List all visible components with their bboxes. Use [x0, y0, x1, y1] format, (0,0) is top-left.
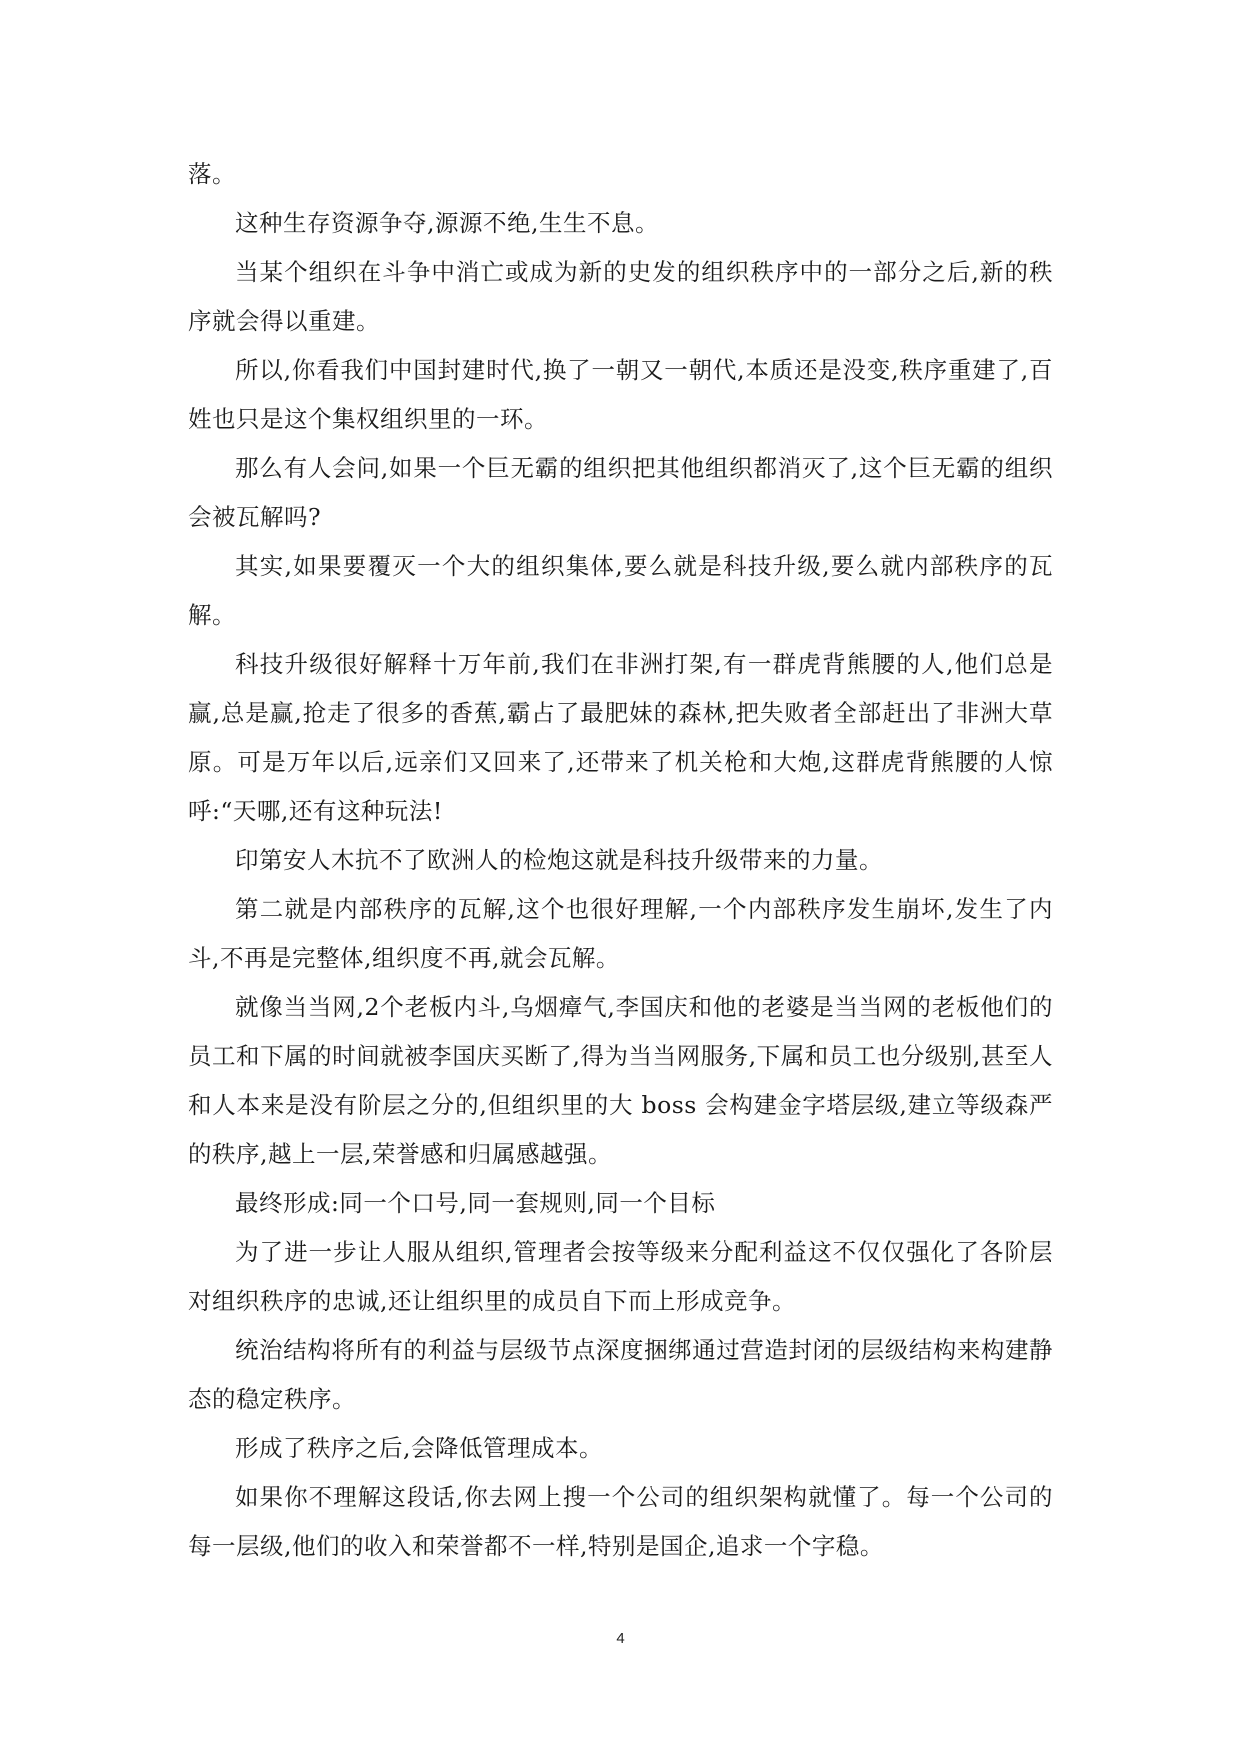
- paragraph: 第二就是内部秩序的瓦解,这个也很好理解,一个内部秩序发生崩坏,发生了内斗,不再是完整体,组织度不再,就会瓦解。: [188, 895, 1053, 972]
- paragraph: 印第安人木抗不了欧洲人的检炮这就是科技升级带来的力量。: [235, 846, 883, 874]
- paragraph: 就像当当网,2个老板内斗,乌烟瘴气,李国庆和他的老婆是当当网的老板他们的员工和下属的时间就被李国庆买断了,得为当当网服务,下属和员工也分级别,甚至人和人本来是没有阶层之分的,但组织里的大 boss 会构建金字塔层级,建立等级森严的秩序,越上一层,荣誉感和归属感越强。: [188, 993, 1053, 1168]
- paragraph: 当某个组织在斗争中消亡或成为新的史发的组织秩序中的一部分之后,新的秩序就会得以重建。: [188, 258, 1053, 335]
- paragraph: 形成了秩序之后,会降低管理成本。: [235, 1434, 603, 1462]
- paragraph: 这种生存资源争夺,源源不绝,生生不息。: [235, 209, 659, 237]
- paragraph: 科技升级很好解释十万年前,我们在非洲打架,有一群虎背熊腰的人,他们总是赢,总是赢,抢走了很多的香蕉,霸占了最肥妹的森林,把失败者全部赶出了非洲大草原。可是万年以后,远亲们又回来了,还带来了机关枪和大炮,这群虎背熊腰的人惊呼:“天哪,还有这种玩法!: [188, 650, 1053, 825]
- paragraph: 最终形成:同一个口号,同一套规则,同一个目标: [235, 1189, 716, 1217]
- paragraph: 如果你不理解这段话,你去网上搜一个公司的组织架构就懂了。每一个公司的每一层级,他们的收入和荣誉都不一样,特别是国企,追求一个字稳。: [188, 1483, 1053, 1560]
- paragraph: 统治结构将所有的利益与层级节点深度捆绑通过营造封闭的层级结构来构建静态的稳定秩序。: [188, 1336, 1053, 1413]
- paragraph: 其实,如果要覆灭一个大的组织集体,要么就是科技升级,要么就内部秩序的瓦解。: [188, 552, 1053, 629]
- paragraph: 所以,你看我们中国封建时代,换了一朝又一朝代,本质还是没变,秩序重建了,百姓也只是这个集权组织里的一环。: [188, 356, 1053, 433]
- body-text: [188, 150, 1053, 1571]
- paragraph: 那么有人会问,如果一个巨无霸的组织把其他组织都消灭了,这个巨无霸的组织会被瓦解吗?: [188, 454, 1053, 531]
- page-number: 4: [616, 1630, 625, 1647]
- paragraph: 为了进一步让人服从组织,管理者会按等级来分配利益这不仅仅强化了各阶层对组织秩序的忠诚,还让组织里的成员自下而上形成竞争。: [188, 1238, 1053, 1315]
- paragraph-continued: 落。: [188, 160, 236, 188]
